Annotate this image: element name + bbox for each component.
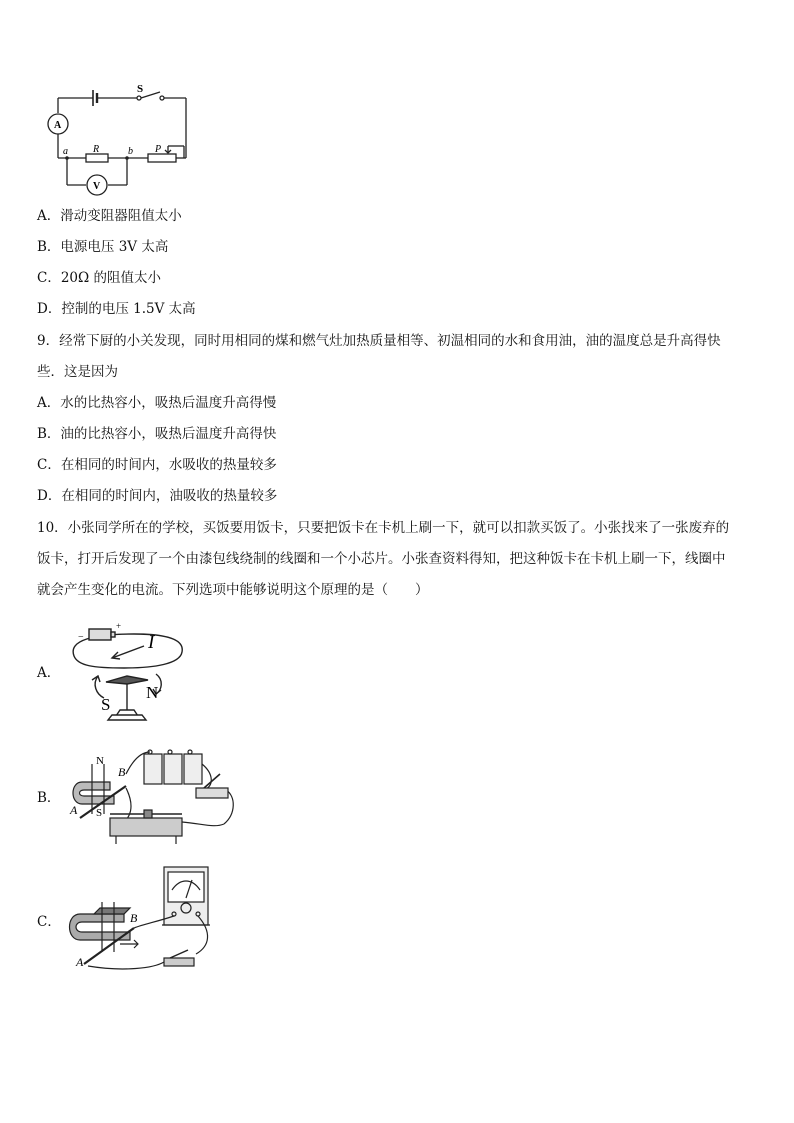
node-a-label: a — [63, 146, 68, 157]
q8-option-d: D．控制的电压 1.5V 太高 — [37, 301, 196, 317]
ammeter-label: A — [54, 120, 62, 131]
north-pole-label: N — [146, 683, 159, 702]
rod-end-a-label: A — [70, 803, 78, 817]
q10-option-b-figure — [64, 744, 239, 854]
q10-option-c-label: C． — [37, 914, 61, 930]
slider-label: P — [155, 144, 162, 155]
rod-end-b-label: B — [118, 765, 126, 779]
q9-stem-line1: 9．经常下厨的小关发现，同时用相同的煤和燃气灶加热质量相等、初温相同的水和食用油，油的温度总是升高得快 — [37, 333, 721, 349]
q8-option-a: A．滑动变阻器阻值太小 — [37, 208, 182, 224]
current-label: I — [148, 632, 155, 653]
q9-option-d: D．在相同的时间内，油吸收的热量较多 — [37, 488, 278, 504]
q9-option-b: B．油的比热容小，吸热后温度升高得快 — [37, 426, 277, 442]
q8-option-b: B．电源电压 3V 太高 — [37, 239, 169, 255]
resistor-label: R — [93, 144, 100, 155]
q10-option-c-figure — [64, 862, 224, 977]
q10-option-a-label: A． — [37, 665, 61, 681]
battery-minus-label: − — [78, 632, 84, 643]
q10-option-b-label: B． — [37, 790, 61, 806]
node-b-label: b — [128, 146, 133, 157]
q9-option-a: A．水的比热容小，吸热后温度升高得慢 — [37, 395, 277, 411]
south-pole-label: S — [101, 695, 111, 714]
q10-stem-line1: 10．小张同学所在的学校，买饭要用饭卡，只要把饭卡在卡机上刷一下，就可以扣款买饭了。小张找来了一张废弃的 — [37, 520, 730, 536]
c-rod-end-a-label: A — [76, 955, 84, 969]
q10-option-a-figure — [64, 618, 194, 728]
q8-circuit-diagram — [0, 0, 794, 200]
q8-option-c: C．20Ω 的阻值太小 — [37, 270, 161, 286]
voltmeter-label: V — [93, 181, 101, 192]
q9-stem-line2: 些．这是因为 — [37, 364, 118, 380]
switch-label: S — [137, 83, 144, 95]
q10-stem-line2: 饭卡，打开后发现了一个由漆包线绕制的线圈和一个小芯片。小张查资料得知，把这种饭卡在卡机上刷一下，线圈中 — [37, 551, 726, 567]
battery-plus-label: + — [116, 621, 122, 631]
magnet-south-label: S — [96, 807, 103, 819]
c-rod-end-b-label: B — [130, 911, 138, 925]
magnet-north-label: N — [96, 755, 104, 767]
q9-option-c: C．在相同的时间内，水吸收的热量较多 — [37, 457, 277, 473]
q10-stem-line3: 就会产生变化的电流。下列选项中能够说明这个原理的是（ ） — [37, 582, 429, 598]
